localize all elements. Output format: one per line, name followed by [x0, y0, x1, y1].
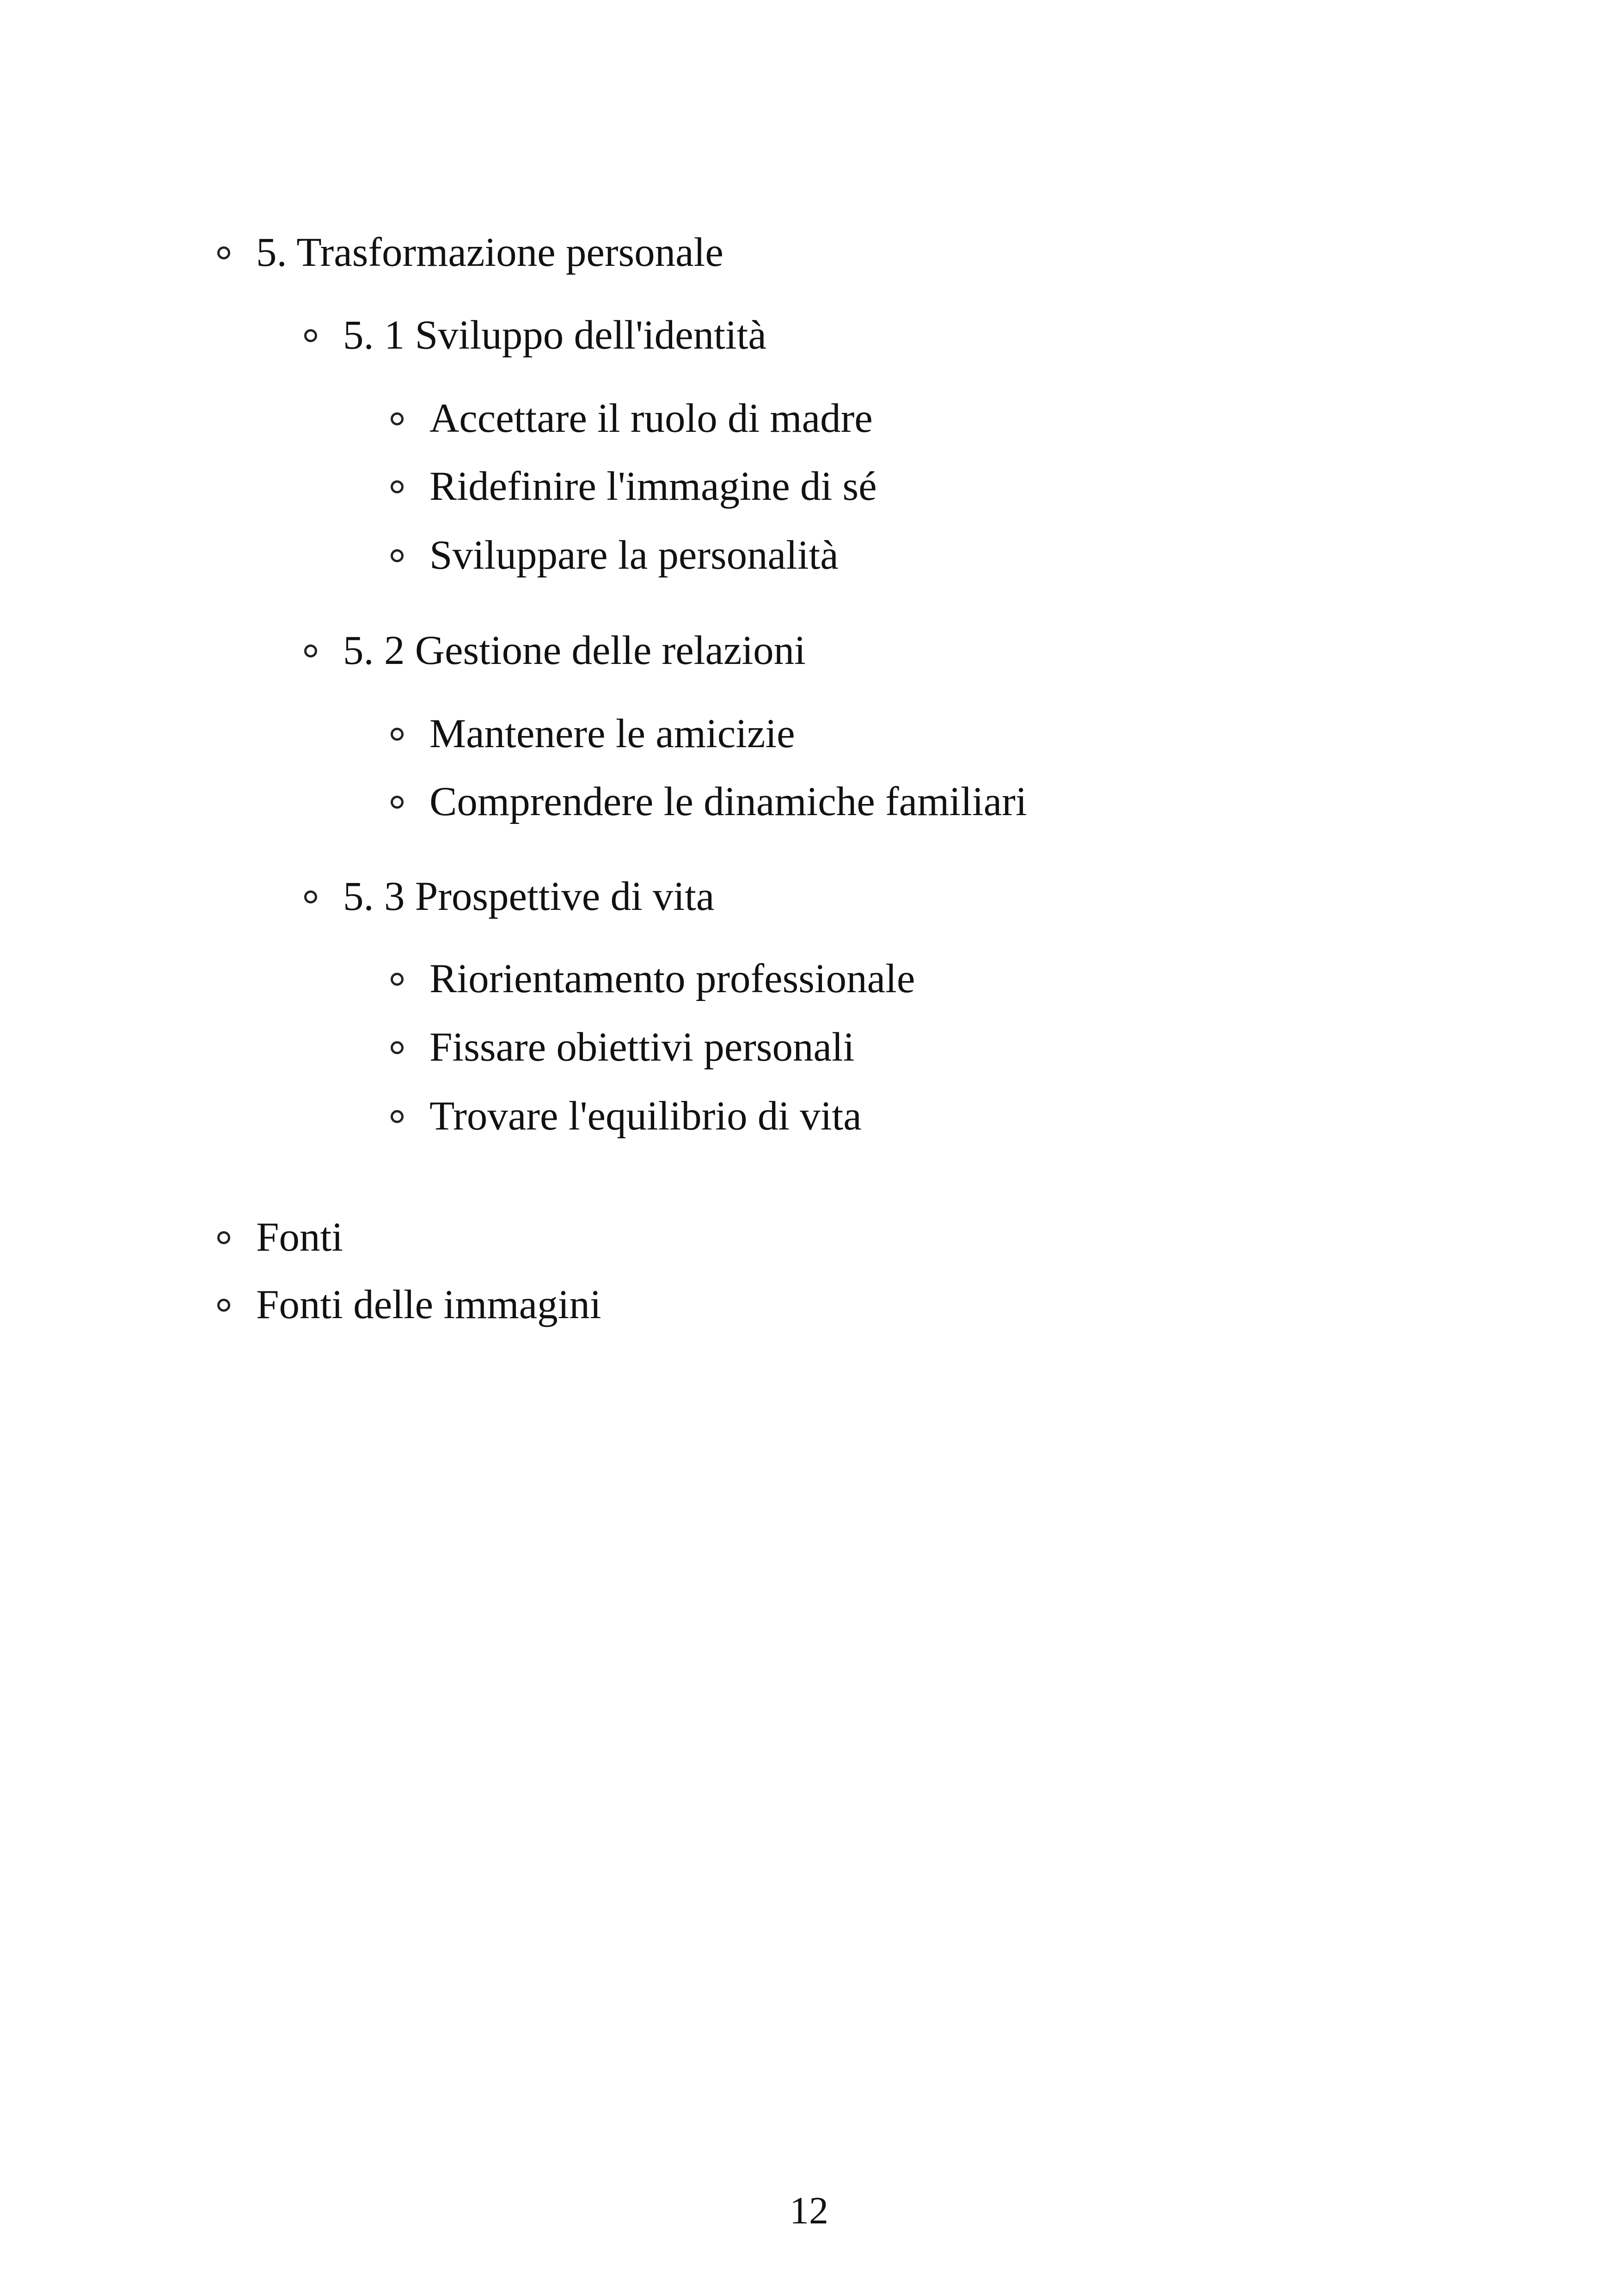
toc-item-label: Fonti delle immagini [256, 1282, 601, 1327]
circle-bullet-icon [391, 1041, 404, 1054]
toc-subitem-label: 5. 2 Gestione delle relazioni [343, 628, 806, 673]
toc-subsubitem-label: Trovare l'equilibrio di vita [429, 1093, 862, 1139]
toc-item-label: 5. Trasformazione personale [256, 230, 723, 275]
toc-subitem-label: 5. 3 Prospettive di vita [343, 874, 715, 919]
toc-subitem [304, 630, 806, 671]
circle-bullet-icon [304, 645, 317, 657]
circle-bullet-icon [391, 796, 404, 809]
toc-subsubitem-label: Sviluppare la personalità [429, 533, 839, 578]
toc-subsubitem-label: Accettare il ruolo di madre [429, 396, 873, 441]
toc-subsubitem [391, 535, 839, 576]
toc-subitem-label: 5. 1 Sviluppo dell'identità [343, 313, 766, 358]
circle-bullet-icon [391, 412, 404, 425]
toc-subsubitem-label: Riorientamento professionale [429, 956, 915, 1001]
circle-bullet-icon [391, 1110, 404, 1123]
toc-subsubitem-label: Comprendere le dinamiche familiari [429, 779, 1027, 824]
toc-item-label: Fonti [256, 1215, 343, 1260]
toc-subsubitem-label: Mantenere le amicizie [429, 711, 795, 756]
toc-subsubitem-label: Ridefinire l'immagine di sé [429, 464, 877, 509]
circle-bullet-icon [391, 728, 404, 741]
toc-item [217, 1284, 601, 1326]
toc-subsubitem [391, 1093, 862, 1139]
toc-subsubitem [391, 713, 795, 755]
toc-subsubitem [391, 398, 873, 439]
circle-bullet-icon [304, 329, 317, 342]
toc-subitem [304, 315, 766, 356]
toc-subitem [304, 876, 714, 917]
toc-subsubitem-label: Fissare obiettivi personali [429, 1025, 855, 1070]
toc-item [217, 232, 723, 273]
toc-item [217, 1217, 343, 1258]
toc-subsubitem [391, 466, 877, 507]
circle-bullet-icon [391, 549, 404, 562]
toc-subsubitem [391, 958, 915, 1000]
toc-subsubitem [391, 781, 1027, 823]
toc-subsubitem [391, 1027, 855, 1068]
circle-bullet-icon [217, 1231, 230, 1244]
circle-bullet-icon [304, 890, 317, 903]
page-number: 12 [790, 2189, 828, 2232]
circle-bullet-icon [217, 1299, 230, 1312]
circle-bullet-icon [391, 973, 404, 986]
circle-bullet-icon [391, 480, 404, 493]
circle-bullet-icon [217, 246, 230, 259]
